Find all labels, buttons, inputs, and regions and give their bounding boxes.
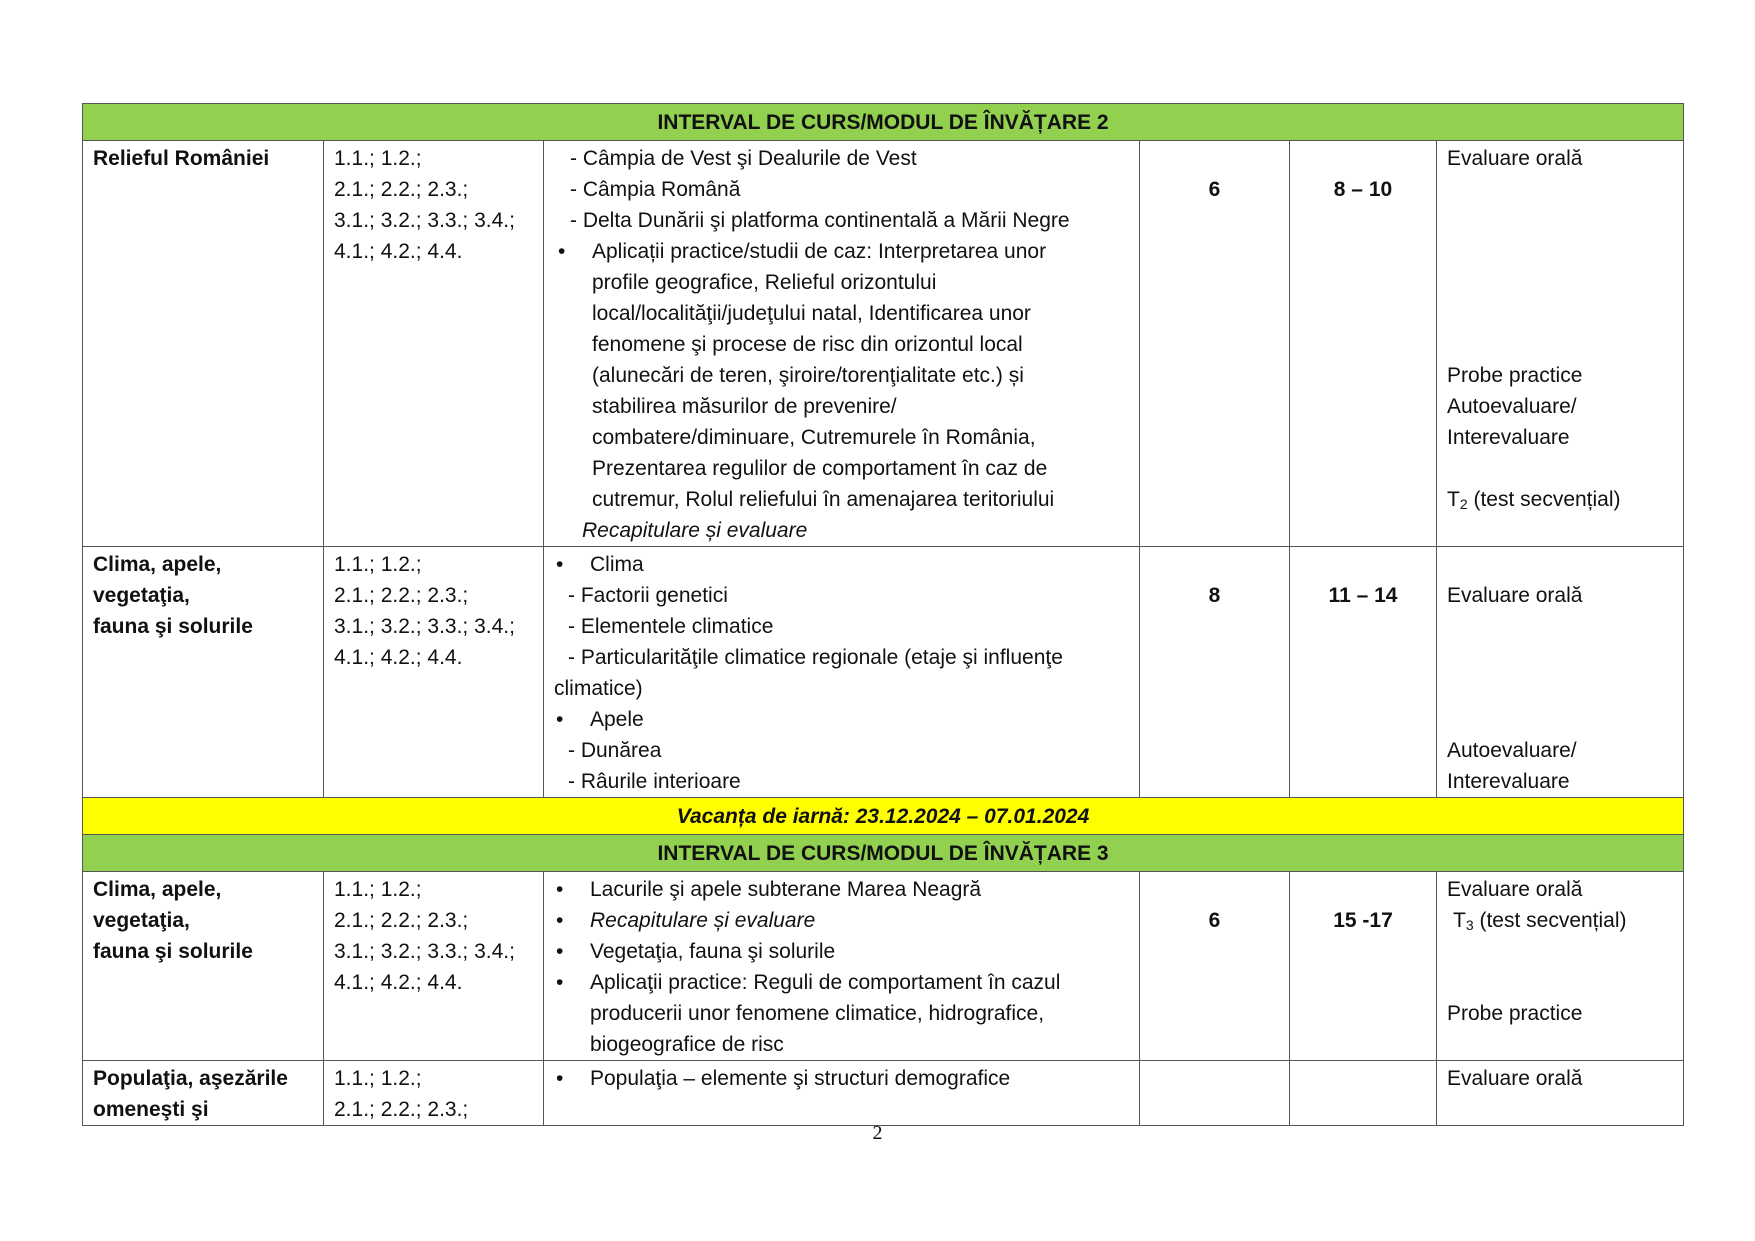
competence-line: 3.1.; 3.2.; 3.3.; 3.4.; (334, 209, 515, 232)
competence-line: 3.1.; 3.2.; 3.3.; 3.4.; (334, 940, 515, 963)
evaluation-item: Interevaluare (1447, 770, 1570, 793)
weeks-cell (1290, 547, 1437, 798)
content-cell (544, 547, 1140, 798)
weeks-cell (1290, 141, 1437, 547)
bullet-icon: • (556, 553, 564, 576)
section-header-row (83, 835, 1684, 872)
content-bullet (554, 967, 1129, 1060)
content-bullet (556, 236, 1129, 515)
topic-text: omeneşti şi (93, 1098, 209, 1121)
competence-line: 2.1.; 2.2.; 2.3.; (334, 1098, 469, 1121)
bullet-line: cutremur, Rolul reliefului în amenajarea teritoriului (592, 488, 1055, 511)
table-row (83, 872, 1684, 1061)
weeks-cell (1290, 872, 1437, 1061)
weeks-cell (1290, 1061, 1437, 1126)
competence-line: 4.1.; 4.2.; 4.4. (334, 971, 463, 994)
evaluation-item: Evaluare orală (1447, 1067, 1583, 1090)
recap-line: Recapitulare și evaluare (582, 519, 808, 542)
content-continuation: climatice) (554, 677, 643, 700)
table-row (83, 141, 1684, 547)
bullet-text: Lacurile şi apele subterane Marea Neagră (590, 878, 982, 901)
bullet-text: Apele (590, 708, 644, 731)
table-row (83, 1061, 1684, 1126)
content-bullet (554, 874, 1129, 905)
vacation-banner: Vacanța de iarnă: 23.12.2024 – 07.01.2024 (83, 798, 1684, 835)
evaluation-cell (1437, 1061, 1684, 1126)
page-number: 2 (872, 1122, 883, 1144)
hours-cell (1140, 547, 1290, 798)
content-bullet (554, 704, 1129, 735)
bullet-icon: • (556, 909, 564, 932)
evaluation-item: Evaluare orală (1447, 584, 1583, 607)
evaluation-item: Probe practice (1447, 364, 1583, 387)
bullet-line: Aplicaţii practice: Reguli de comportament în cazul (590, 971, 1061, 994)
competence-line: 4.1.; 4.2.; 4.4. (334, 240, 463, 263)
evaluation-item: Interevaluare (1447, 426, 1570, 449)
evaluation-item: Autoevaluare/ (1447, 739, 1577, 762)
evaluation-item: Autoevaluare/ (1447, 395, 1577, 418)
bullet-text: Recapitulare și evaluare (590, 909, 816, 932)
bullet-line: (alunecări de teren, şiroire/torenţialitate etc.) și (592, 364, 1024, 387)
content-dash-item: - Particularităţile climatice regionale (etaje şi influenţe (568, 646, 1063, 669)
content-bullet (554, 905, 1129, 936)
competence-line: 2.1.; 2.2.; 2.3.; (334, 584, 469, 607)
bullet-line: profile geografice, Relieful orizontului (592, 271, 937, 294)
bullet-icon: • (556, 940, 564, 963)
bullet-text: Vegetaţia, fauna şi solurile (590, 940, 836, 963)
competence-line: 1.1.; 1.2.; (334, 553, 422, 576)
weeks-value: 8 – 10 (1333, 178, 1393, 201)
evaluation-item: Evaluare orală (1447, 878, 1583, 901)
evaluation-cell (1437, 141, 1684, 547)
bullet-icon: • (556, 708, 564, 731)
vacation-row (83, 798, 1684, 835)
bullet-line: stabilirea măsurilor de prevenire/ (592, 395, 897, 418)
competence-line: 3.1.; 3.2.; 3.3.; 3.4.; (334, 615, 515, 638)
content-dash-item: - Râurile interioare (568, 770, 741, 793)
weeks-value: 15 -17 (1333, 909, 1393, 932)
content-cell (544, 1061, 1140, 1126)
section-2-header: INTERVAL DE CURS/MODUL DE ÎNVĂȚARE 2 (83, 104, 1684, 141)
topic-text: vegetaţia, (93, 584, 190, 607)
evaluation-item: Probe practice (1447, 1002, 1583, 1025)
bullet-line: combatere/diminuare, Cutremurele în România, (592, 426, 1036, 449)
evaluation-item: Evaluare orală (1447, 147, 1583, 170)
bullet-line: producerii unor fenomene climatice, hidrografice, (590, 1002, 1045, 1025)
table-row (83, 547, 1684, 798)
bullet-line: Aplicații practice/studii de caz: Interpretarea unor (592, 240, 1047, 263)
bullet-line: fenomene şi procese de risc din orizontul local (592, 333, 1023, 356)
competence-line: 4.1.; 4.2.; 4.4. (334, 646, 463, 669)
topic-text: Populaţia, aşezările (93, 1067, 288, 1090)
topic-text: Clima, apele, (93, 878, 222, 901)
topic-text: vegetaţia, (93, 909, 190, 932)
bullet-text: Populaţia – elemente şi structuri demografice (590, 1067, 1011, 1090)
topic-cell (83, 872, 324, 1061)
evaluation-cell (1437, 547, 1684, 798)
evaluation-test: $T_2$ (test secvențial) (1447, 488, 1621, 512)
competences-cell (324, 547, 544, 798)
topic-text: fauna şi solurile (93, 615, 253, 638)
competences-cell (324, 141, 544, 547)
hours-value: 6 (1208, 178, 1221, 201)
topic-cell (83, 1061, 324, 1126)
competences-cell (324, 872, 544, 1061)
content-cell (544, 872, 1140, 1061)
planning-table (82, 103, 1684, 1126)
content-bullet (554, 936, 1129, 967)
hours-cell (1140, 1061, 1290, 1126)
content-dash-item: - Delta Dunării şi platforma continentală a Mării Negre (570, 209, 1070, 232)
content-dash-item: - Câmpia Română (570, 178, 741, 201)
hours-cell (1140, 872, 1290, 1061)
bullet-icon: • (556, 878, 564, 901)
bullet-text: Clima (590, 553, 644, 576)
competence-line: 2.1.; 2.2.; 2.3.; (334, 178, 469, 201)
competence-line: 1.1.; 1.2.; (334, 147, 422, 170)
weeks-value: 11 – 14 (1328, 584, 1398, 607)
content-dash-item: - Dunărea (568, 739, 662, 762)
competences-cell (324, 1061, 544, 1126)
topic-text: Clima, apele, (93, 553, 222, 576)
bullet-icon: • (556, 971, 564, 994)
hours-value: 8 (1208, 584, 1221, 607)
content-dash-item: - Factorii genetici (568, 584, 728, 607)
content-bullet (554, 1063, 1129, 1094)
bullet-line: local/localităţii/judeţului natal, Identificarea unor (592, 302, 1031, 325)
competence-line: 2.1.; 2.2.; 2.3.; (334, 909, 469, 932)
topic-text: fauna şi solurile (93, 940, 253, 963)
hours-value: 6 (1208, 909, 1221, 932)
bullet-icon: • (558, 240, 566, 263)
bullet-icon: • (556, 1067, 564, 1090)
bullet-line: biogeografice de risc (590, 1033, 784, 1056)
content-bullet (554, 549, 1129, 580)
competence-line: 1.1.; 1.2.; (334, 878, 422, 901)
evaluation-cell (1437, 872, 1684, 1061)
content-cell (544, 141, 1140, 547)
bullet-line: Prezentarea regulilor de comportament în caz de (592, 457, 1048, 480)
topic-text: Relieful României (93, 147, 270, 170)
section-3-header: INTERVAL DE CURS/MODUL DE ÎNVĂȚARE 3 (83, 835, 1684, 872)
section-header-row (83, 104, 1684, 141)
hours-cell (1140, 141, 1290, 547)
topic-cell (83, 547, 324, 798)
topic-cell (83, 141, 324, 547)
content-dash-item: - Elementele climatice (568, 615, 774, 638)
competence-line: 1.1.; 1.2.; (334, 1067, 422, 1090)
content-dash-item: - Câmpia de Vest şi Dealurile de Vest (570, 147, 917, 170)
evaluation-test: $T_3$ (test secvențial) (1453, 909, 1627, 933)
